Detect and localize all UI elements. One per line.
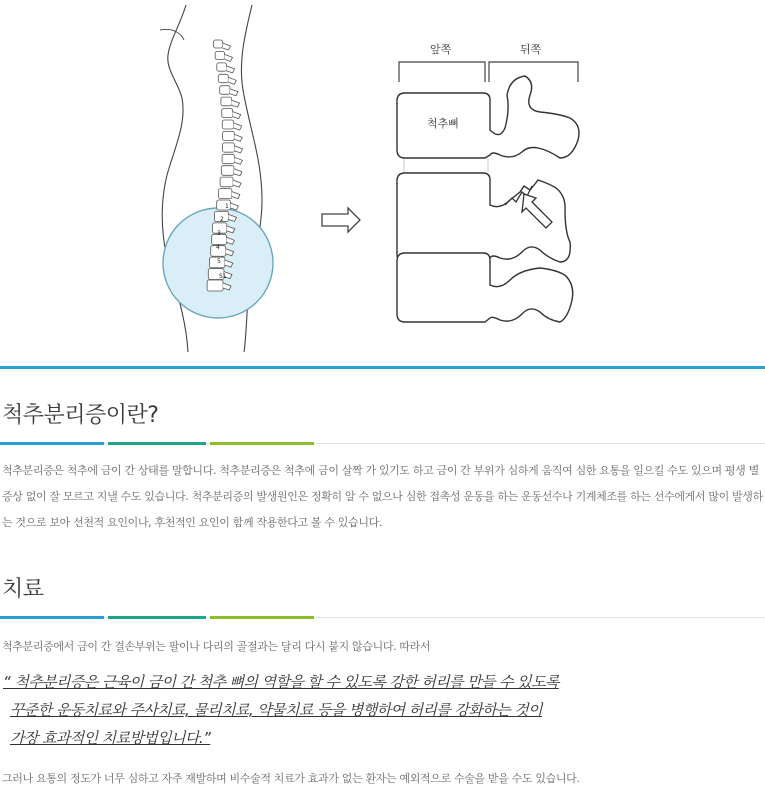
definition-paragraph: 척추분리증은 척추에 금이 간 상태를 말합니다. 척추분리증은 척추에 금이 살짝 가 있기도 하고 금이 간 부위가 심하게 움직여 심한 요통을 일으킬 수도 있으며 평생 별 증상 없이 잘 모르고 지낼 수도 있습니다. 척추분리증의 발생원인은 정확히 알 수 없으나 심한 접촉성 운동을 하는 운동선수나 기계체조를 하는 선수에게서 많이 발생하는 것으로 보아 선천적 요인이나, 후천적인 요인이 함께 작용한다고 볼 수 있습니다.	[2, 464, 763, 529]
spine-segment	[217, 63, 227, 71]
section-title-treatment: 치료	[2, 577, 44, 602]
treatment-quote	[0, 668, 765, 752]
spondylolysis-illustration	[0, 0, 765, 365]
quote-line-1: “ 척추분리증은 근육이 금이 간 척추 뼈의 역할을 할 수 있도록 강한 허리를 만들 수 있도록	[3, 673, 559, 691]
label-back: 뒤쪽	[520, 43, 542, 56]
arrow-right-icon	[322, 208, 360, 232]
spine-process	[230, 203, 238, 210]
vertebra-label-2: 2	[220, 216, 224, 223]
section-definition	[0, 398, 765, 536]
spine-process	[234, 169, 242, 176]
spine-process	[234, 134, 242, 141]
spine-segment	[220, 86, 230, 95]
spine-segment	[219, 189, 232, 199]
section-title-underline	[0, 442, 765, 445]
spine-segment	[207, 280, 223, 291]
spine-process	[233, 180, 241, 187]
vertebra-lower	[397, 253, 573, 322]
spine-process	[233, 112, 241, 119]
spine-segment	[223, 131, 235, 140]
spine-segment	[222, 109, 233, 118]
spine-process	[225, 54, 233, 61]
vertebra-label-3: 3	[217, 230, 221, 237]
region-brackets	[399, 62, 578, 82]
vertebra-label-1: 1	[225, 203, 229, 210]
vertebra-label-5: 5	[217, 258, 221, 265]
spine-process	[234, 123, 242, 130]
treatment-intro: 척추분리증에서 금이 간 결손부위는 팔이나 다리의 골절과는 달리 다시 붙지 않습니다. 따라서	[2, 640, 431, 653]
spine-process	[232, 100, 240, 107]
spine-process	[230, 89, 238, 96]
spine-segment	[220, 177, 233, 187]
vertebra-label-s1: S1	[219, 273, 227, 280]
spine-segment	[215, 51, 224, 59]
label-vertebra: 척추뼈	[427, 117, 459, 130]
treatment-closing: 그러나 요통의 정도가 너무 심하고 자주 재발하며 비수술적 치료가 효과가 없는 환자는 예외적으로 수술을 받을 수도 있습니다.	[2, 772, 580, 785]
vertebra-label-4: 4	[216, 244, 220, 251]
spine-process	[228, 77, 236, 84]
spine-segment	[222, 154, 234, 163]
vertebrae-side-view	[397, 76, 579, 322]
section-treatment	[0, 572, 765, 792]
label-front: 앞쪽	[430, 43, 452, 56]
spine-segment	[221, 97, 232, 106]
spine-segment	[214, 40, 223, 48]
spine-segment	[221, 166, 234, 176]
vertebra-upper	[397, 76, 579, 158]
spine-process	[234, 157, 242, 164]
section-title-definition: 척추분리증이란?	[2, 403, 159, 428]
spine-process	[232, 192, 240, 199]
top-divider	[0, 366, 765, 369]
section-title-underline	[0, 616, 765, 619]
spine-process	[235, 146, 243, 153]
spine-process	[223, 43, 231, 50]
quote-line-3: 가장 효과적인 치료방법입니다.”	[10, 729, 211, 747]
spine-segment	[218, 74, 228, 82]
quote-line-2: 꾸준한 운동치료와 주사치료, 물리치료, 약물치료 등을 병행하여 허리를 강화하는 것이	[10, 701, 543, 719]
spine-segment	[223, 143, 235, 152]
spine-process	[227, 66, 235, 73]
spine-segment	[222, 120, 233, 129]
